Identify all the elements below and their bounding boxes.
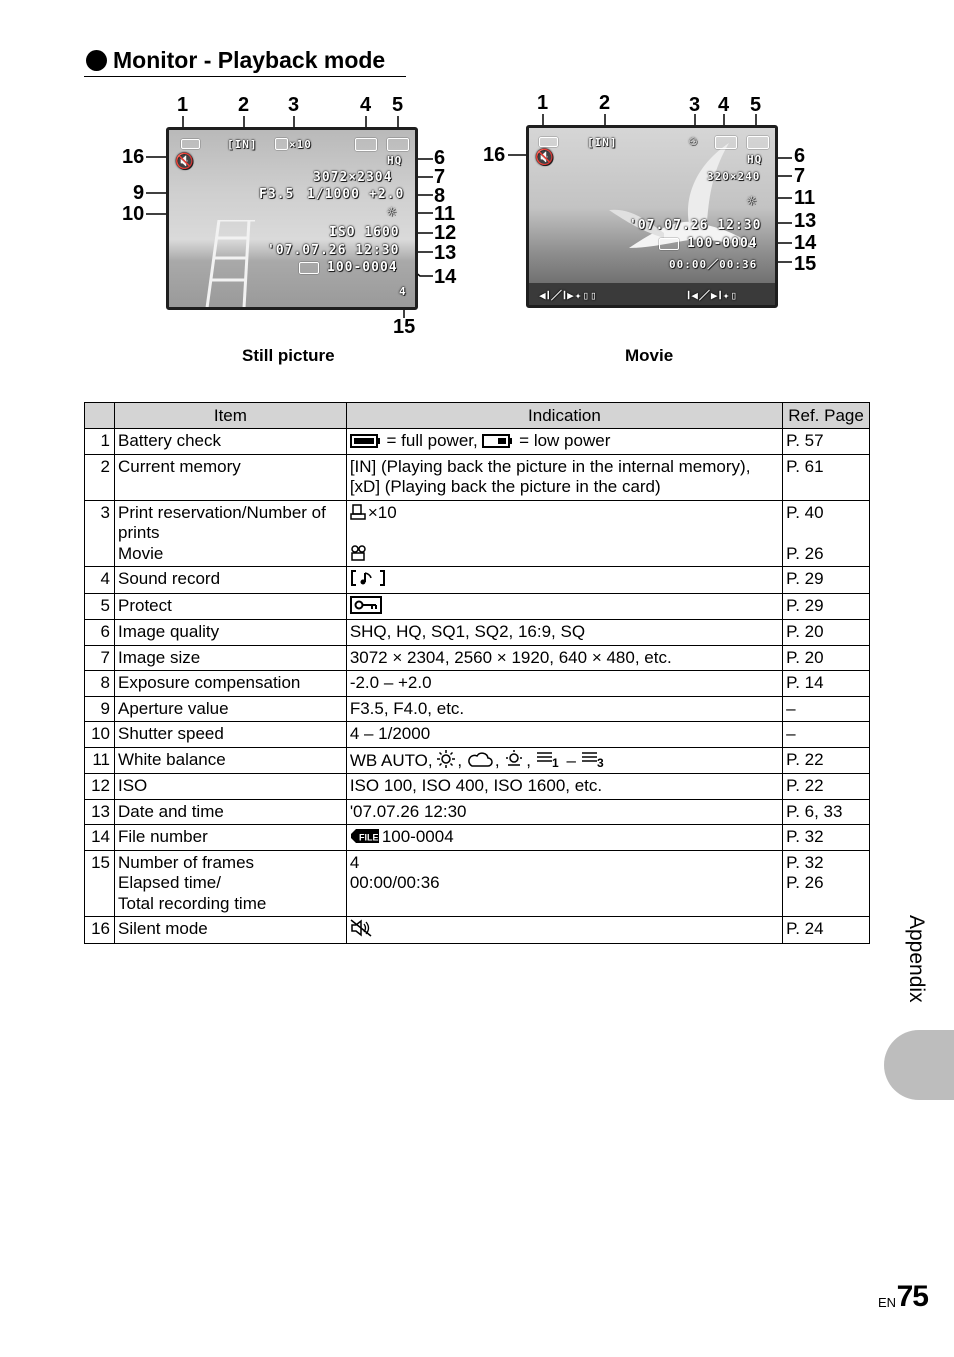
still-callout-14: 14 [434,266,457,288]
still-quality: HQ [387,154,403,167]
movie-callout-15: 15 [794,253,817,275]
table-row: 1 Battery check = full power, = low power P. 57 [85,429,870,455]
svg-text:FILE: FILE [358,832,379,843]
print-icon [275,138,288,150]
movie-callout-4: 4 [718,94,730,116]
movie-callout-13: 13 [794,210,817,232]
still-callout-1: 1 [177,94,189,116]
protect-key-icon [350,596,382,614]
page-language: EN [878,1295,897,1310]
table-row: 14 File number FILE 100-0004 P. 32 [85,825,870,851]
movie-caption: Movie [625,346,674,365]
still-datetime: '07.07.26 12:30 [267,243,400,258]
table-row: 3 Print reservation/Number of prints Movie ×10 P. 40 P. 26 [85,500,870,567]
movie-callout-2: 2 [599,92,611,114]
movie-screen [526,125,778,308]
still-callout-7: 7 [434,166,446,188]
movie-battery-icon [539,137,558,147]
silent-mode-icon: 🔇 [175,152,195,170]
table-row: 15 Number of frames Elapsed time/ Total recording time 4 00:00/00:36 P. 32 P. 26 [85,850,870,917]
header-ref-page: Ref. Page [783,403,870,429]
still-caption: Still picture [242,346,335,365]
movie-skip-controls-icon: Ⅰ◀／▶Ⅰ✦▯ [687,289,738,302]
still-callout-6: 6 [434,147,446,169]
svg-text:3: 3 [596,755,604,768]
protect-icon [387,138,409,151]
tungsten-icon [504,750,524,768]
movie-memory: [IN] [587,136,618,149]
table-row: 8 Exposure compensation -2.0 – +2.0 P. 14 [85,671,870,697]
still-frames: 4 [399,285,407,298]
still-callout-2: 2 [238,94,250,116]
battery-full-icon [350,434,380,448]
still-picture-screen [166,127,418,310]
appendix-label: Appendix [905,915,928,1003]
header-item: Item [114,403,346,429]
movie-playback-controls-icon: ◀Ⅰ／Ⅰ▶✦▯▯ [539,289,598,302]
silent-mode-icon [350,919,372,937]
still-callout-16: 16 [122,146,145,168]
file-icon [299,262,319,274]
table-row: 13 Date and time '07.07.26 12:30 P. 6, 33 [85,799,870,825]
still-prints: ×10 [289,138,312,151]
still-callout-9: 9 [133,182,145,204]
movie-control-bar [529,283,775,305]
file-icon [350,828,380,844]
still-callout-10: 10 [122,203,145,225]
table-row: 11 White balance WB AUTO, , , , 1 – 3 P. 22 [85,747,870,774]
appendix-tab [884,1030,954,1100]
movie-elapsed: 00:00／00:36 [669,258,758,271]
still-exposure: +2.0 [369,187,405,202]
movie-size: 320×240 [707,170,761,183]
still-file: 100-0004 [327,260,398,275]
table-header-row [85,403,870,429]
fluorescent-1-icon [536,750,560,768]
movie-silent-mode-icon: 🔇 [535,148,555,166]
sound-record-icon [355,138,377,151]
ladder-image [199,220,259,310]
white-balance-icon: ☼ [387,203,398,221]
movie-callout-7: 7 [794,165,806,187]
cloudy-icon [467,752,493,768]
table-row: 4 Sound record P. 29 [85,567,870,594]
still-aperture: F3.5 [259,187,295,202]
still-callout-8: 8 [434,185,446,207]
still-iso: ISO 1600 [329,225,400,240]
still-memory: [IN] [227,138,258,151]
still-size: 3072×2304 [313,170,393,185]
still-shutter: 1/1000 [307,187,360,202]
table-row: 16 Silent mode P. 24 [85,917,870,944]
still-callout-5: 5 [392,94,404,116]
section-title-text: Monitor - Playback mode [113,46,386,73]
table-row: 2 Current memory [IN] (Playing back the picture in the internal memory), [xD] (Playing back the picture in the card) P. 61 [85,454,870,500]
table-row: 9 Aperture value F3.5, F4.0, etc. – [85,696,870,722]
movie-quality: HQ [747,153,763,166]
movie-callout-6: 6 [794,145,806,167]
page-number: 75 [896,1280,928,1313]
print-reservation-icon [350,504,366,520]
movie-white-balance-icon: ☼ [747,192,758,210]
movie-file-icon [659,238,679,250]
movie-callout-14: 14 [794,232,817,254]
fluorescent-3-icon [581,750,605,768]
table-row: 10 Shutter speed 4 – 1/2000 – [85,722,870,748]
svg-text:1: 1 [551,755,559,768]
sunny-icon [437,750,455,768]
still-callout-11: 11 [434,203,456,225]
movie-callout-11: 11 [794,187,816,209]
movie-icon: ⚇ [689,134,698,149]
still-callout-13: 13 [434,242,457,264]
indications-table [84,402,870,944]
movie-callout-16: 16 [483,144,506,166]
movie-callout-5: 5 [750,94,762,116]
movie-datetime: '07.07.26 12:30 [629,218,762,233]
battery-icon [181,139,200,149]
table-row: 6 Image quality SHQ, HQ, SQ1, SQ2, 16:9, SQ P. 20 [85,620,870,646]
movie-file: 100-0004 [687,236,758,251]
movie-callout-3: 3 [689,94,701,116]
table-row: 12 ISO ISO 100, ISO 400, ISO 1600, etc. P. 22 [85,774,870,800]
movie-protect-icon [747,136,769,149]
battery-low-icon [482,434,512,448]
table-row: 7 Image size 3072 × 2304, 2560 × 1920, 640 × 480, etc. P. 20 [85,645,870,671]
header-num [85,403,115,429]
sound-record-icon [350,569,386,587]
still-callout-12: 12 [434,222,457,244]
still-callout-3: 3 [288,94,300,116]
still-callout-15: 15 [393,316,416,338]
table-row: 5 Protect P. 29 [85,593,870,620]
movie-icon [350,545,368,561]
still-callout-4: 4 [360,94,372,116]
movie-callout-1: 1 [537,92,549,114]
movie-sound-record-icon [715,136,737,149]
header-indication: Indication [346,403,782,429]
